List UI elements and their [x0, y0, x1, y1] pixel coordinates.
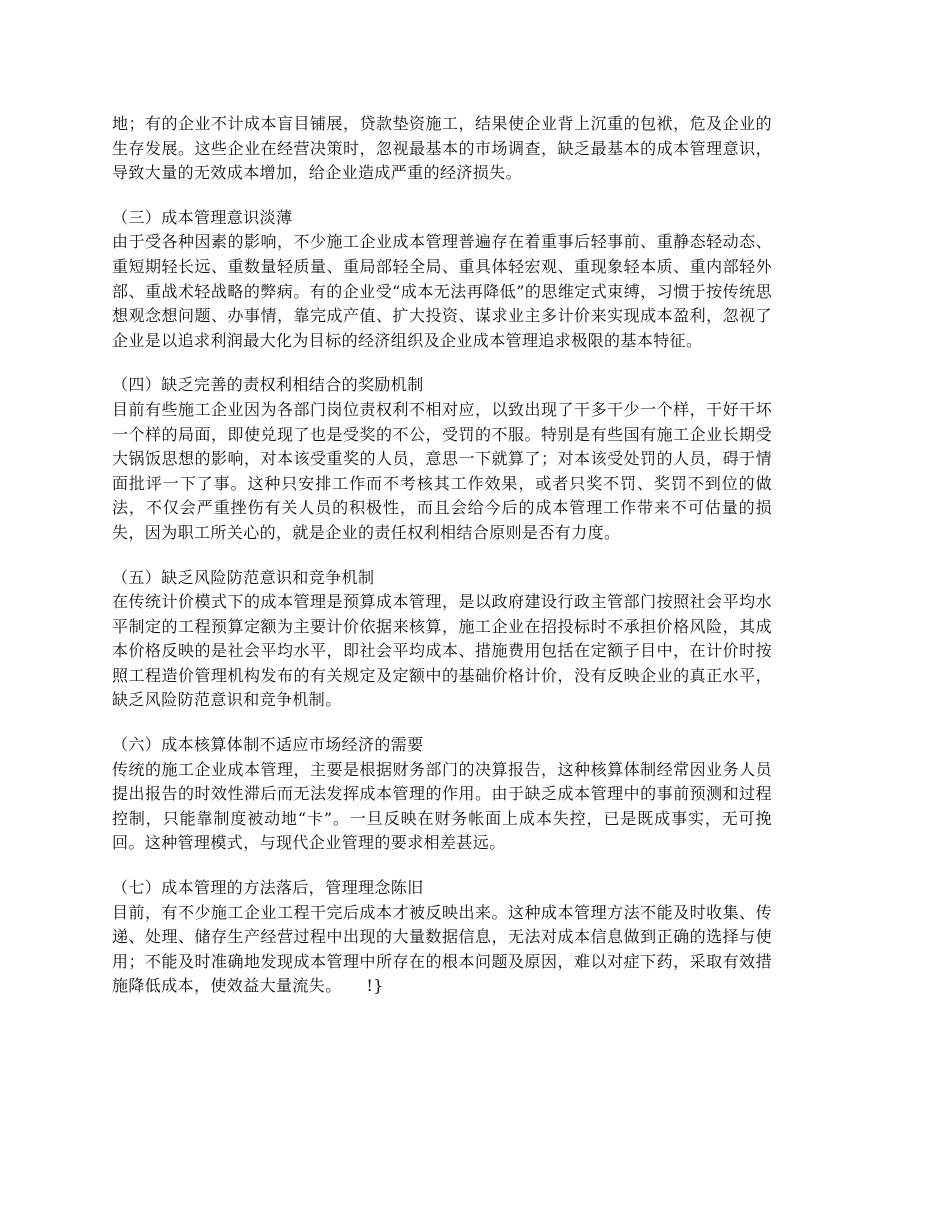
section-heading: （四）缺乏完善的责权利相结合的奖励机制 [112, 375, 424, 395]
section-body: 目前有些施工企业因为各部门岗位责权利不相对应，以致出现了干多干少一个样，干好干坏一个样的局面，即使兑现了也是受奖的不公，受罚的不服。特别是有些国有施工企业长期受大锅饭思想的影响，对本该受重奖的人员，意思一下就算了；对本该受处罚的人员，碍于情面批评一下了事。这种只安排工作而不考核其工作效果，或者只奖不罚、奖罚不到位的做法，不仅会严重挫伤有关人员的积极性，而且会给今后的成本管理工作带来不可估量的损失，因为职工所关心的，就是企业的责任权利相结合原则是否有力度。 [112, 399, 772, 542]
section-5 [112, 566, 772, 714]
section-7 [112, 876, 772, 999]
intro-paragraph: 地；有的企业不计成本盲目铺展，贷款垫资施工，结果使企业背上沉重的包袱，危及企业的生存发展。这些企业在经营决策时，忽视最基本的市场调查，缺乏最基本的成本管理意识，导致大量的无效成本增加，给企业造成严重的经济损失。 [112, 114, 772, 183]
section-body: 目前，有不少施工企业工程干完后成本才被反映出来。这种成本管理方法不能及时收集、传递、处理、储存生产经营过程中出现的大量数据信息，无法对成本信息做到正确的选择与使用；不能及时准确地发现成本管理中所存在的根本问题及原因，难以对症下药，采取有效措施降低成本，使效益大量流失。 !} [112, 902, 772, 996]
section-4 [112, 373, 772, 545]
document-page [112, 112, 772, 999]
section-heading: （五）缺乏风险防范意识和竞争机制 [112, 567, 375, 587]
section-heading: （七）成本管理的方法落后，管理理念陈旧 [112, 878, 424, 898]
section-body: 在传统计价模式下的成本管理是预算成本管理，是以政府建设行政主管部门按照社会平均水平制定的工程预算定额为主要计价依据来核算，施工企业在招投标时不承担价格风险，其成本价格反映的是社会平均水平，即社会平均成本、措施费用包括在定额子目中，在计价时按照工程造价管理机构发布的有关规定及定额中的基础价格计价，没有反映企业的真正水平，缺乏风险防范意识和竞争机制。 [112, 592, 772, 710]
section-heading: （三）成本管理意识淡薄 [112, 207, 293, 227]
section-body: 由于受各种因素的影响，不少施工企业成本管理普遍存在着重事后轻事前、重静态轻动态、重短期轻长远、重数量轻质量、重局部轻全局、重具体轻宏观、重现象轻本质、重内部轻外部、重战术轻战略的弊病。有的企业受“成本无法再降低”的思维定式束缚，习惯于按传统思想观念想问题、办事情，靠完成产值、扩大投资、谋求业主多计价来实现成本盈利，忽视了企业是以追求利润最大化为目标的经济组织及企业成本管理追求极限的基本特征。 [112, 232, 772, 350]
section-6 [112, 733, 772, 856]
section-heading: （六）成本核算体制不适应市场经济的需要 [112, 735, 424, 755]
section-body: 传统的施工企业成本管理，主要是根据财务部门的决算报告，这种核算体制经常因业务人员提出报告的时效性滞后而无法发挥成本管理的作用。由于缺乏成本管理中的事前预测和过程控制，只能靠制度被动地“卡”。一旦反映在财务帐面上成本失控，已是既成事实，无可挽回。这种管理模式，与现代企业管理的要求相差甚远。 [112, 759, 772, 853]
section-3 [112, 206, 772, 354]
